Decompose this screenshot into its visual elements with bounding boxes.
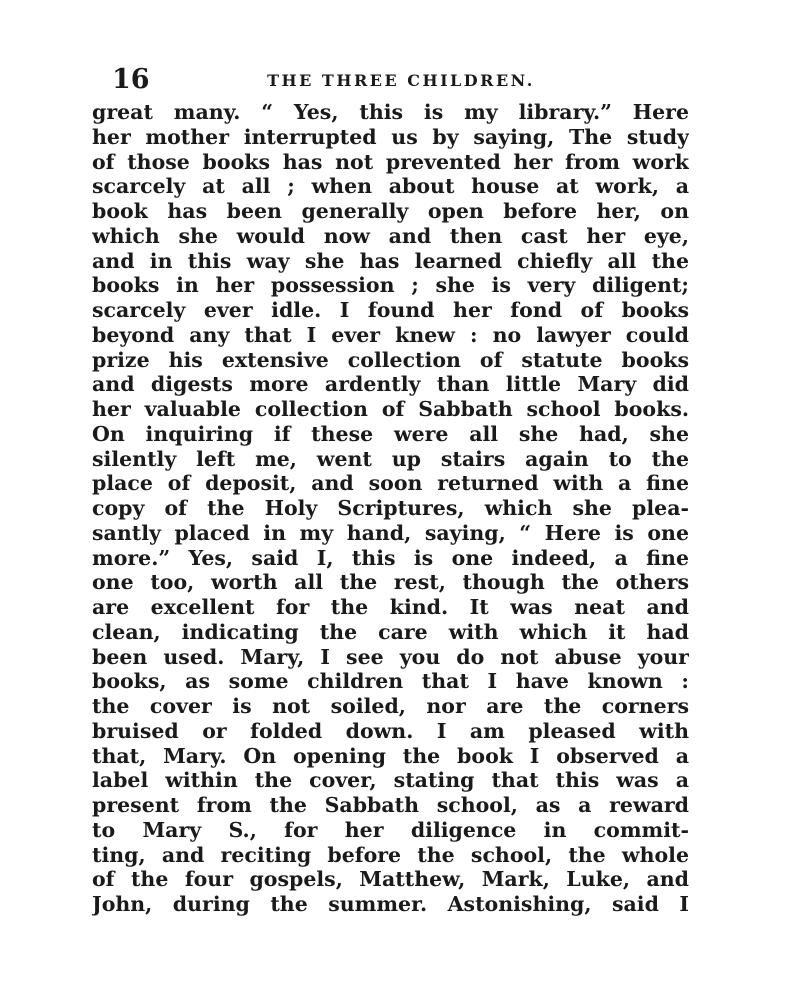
text-line: great many. “ Yes, this is my library.” Here bbox=[92, 100, 689, 124]
page-number: 16 bbox=[112, 64, 150, 95]
text-line: that, Mary. On opening the book I observed a bbox=[92, 743, 689, 768]
text-line: book has been generally open before her, on bbox=[92, 199, 689, 223]
text-line: clean, indicating the care with which it had bbox=[92, 619, 689, 644]
text-line: label within the cover, stating that this was a bbox=[92, 768, 689, 793]
text-line: and digests more ardently than little Mary did bbox=[92, 372, 689, 397]
text-line: her valuable collection of Sabbath school books. bbox=[92, 397, 689, 421]
text-line: been used. Mary, I see you do not abuse your bbox=[92, 644, 689, 669]
text-line: beyond any that I ever knew : no lawyer could bbox=[92, 322, 689, 347]
text-line: which she would now and then cast her eye, bbox=[92, 223, 689, 248]
body-text bbox=[92, 100, 689, 917]
text-line: On inquiring if these were all she had, she bbox=[92, 421, 689, 446]
text-line: of the four gospels, Matthew, Mark, Luke, and bbox=[92, 867, 689, 892]
text-line: and in this way she has learned chiefly all the bbox=[92, 248, 689, 273]
text-line: John, during the summer. Astonishing, said I bbox=[92, 892, 689, 916]
text-line: are excellent for the kind. It was neat and bbox=[92, 595, 689, 619]
text-line: scarcely ever idle. I found her fond of books bbox=[92, 298, 689, 322]
text-line: silently left me, went up stairs again to the bbox=[92, 446, 689, 471]
text-line: place of deposit, and soon returned with a fine bbox=[92, 471, 689, 496]
text-line: the cover is not soiled, nor are the corners bbox=[92, 694, 689, 718]
text-line: more.” Yes, said I, this is one indeed, a fine bbox=[92, 545, 689, 570]
text-line: to Mary S., for her diligence in commit- bbox=[92, 817, 689, 842]
text-line: scarcely at all ; when about house at work, a bbox=[92, 174, 689, 199]
text-line: of those books has not prevented her from work bbox=[92, 149, 689, 174]
running-title: THE THREE CHILDREN. bbox=[267, 71, 535, 90]
text-line: present from the Sabbath school, as a reward bbox=[92, 793, 689, 817]
text-line: ting, and reciting before the school, the whole bbox=[92, 842, 689, 867]
text-line: one too, worth all the rest, though the others bbox=[92, 570, 689, 595]
text-line: books in her possession ; she is very diligent; bbox=[92, 273, 689, 298]
text-line: books, as some children that I have known : bbox=[92, 669, 689, 694]
text-line: santly placed in my hand, saying, “ Here is one bbox=[92, 520, 689, 545]
text-line: her mother interrupted us by saying, The study bbox=[92, 124, 689, 149]
page-header bbox=[112, 62, 682, 98]
text-line: prize his extensive collection of statute books bbox=[92, 347, 689, 372]
text-line: copy of the Holy Scriptures, which she plea- bbox=[92, 496, 689, 520]
text-line: bruised or folded down. I am pleased with bbox=[92, 718, 689, 743]
